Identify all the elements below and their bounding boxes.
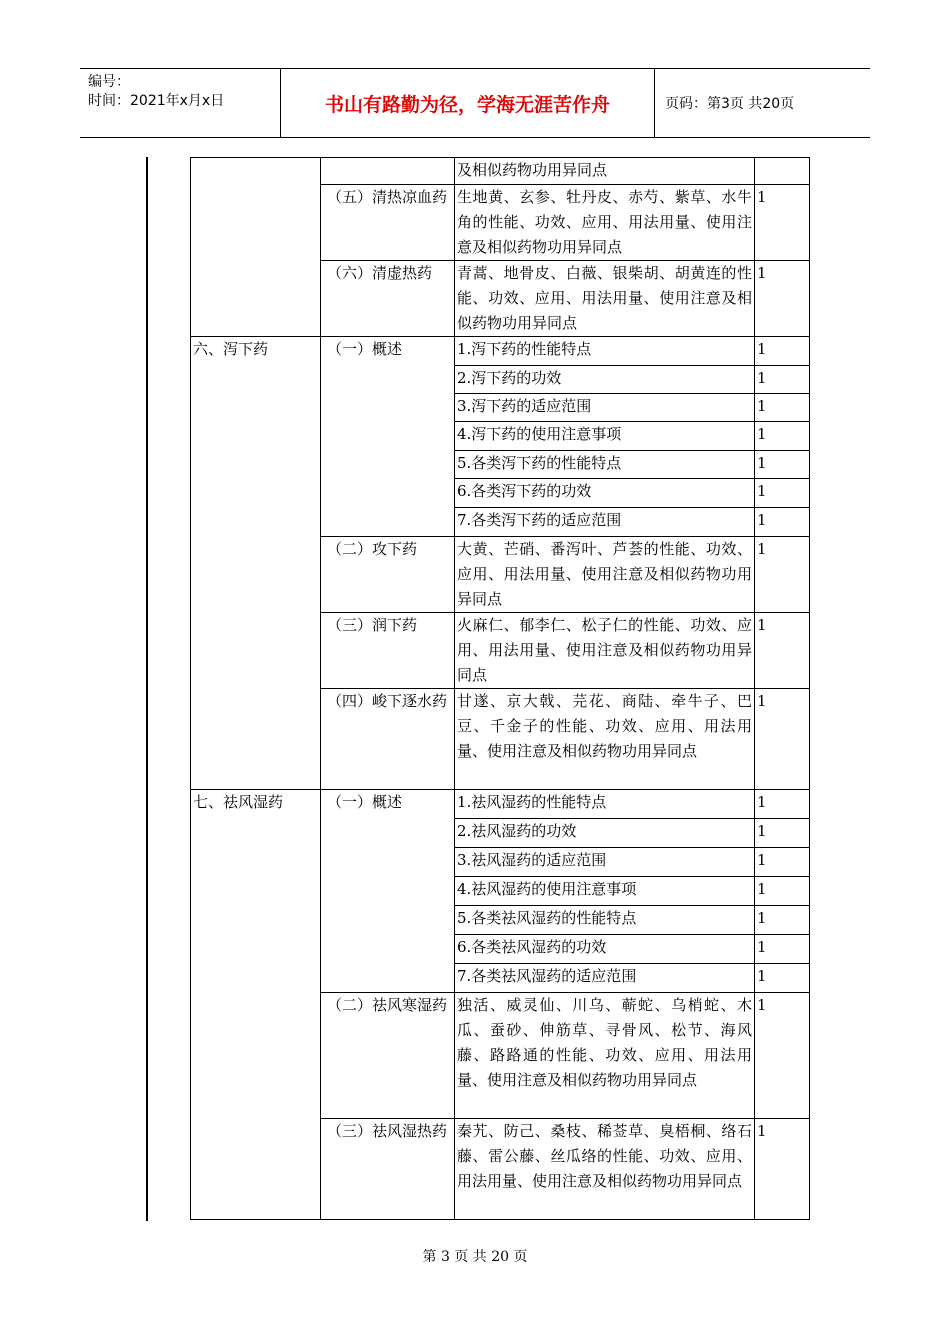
table-cell-c3: 甘遂、京大戟、芫花、商陆、牵牛子、巴豆、千金子的性能、功效、应用、用法用量、使用注意及相似药物功用异同点: [455, 689, 755, 790]
header-meta: [80, 69, 281, 137]
table-cell-c2: （三）祛风湿热药: [321, 1119, 455, 1220]
table-row: [191, 261, 810, 337]
table-cell-c3: 独活、威灵仙、川乌、蕲蛇、乌梢蛇、木瓜、蚕砂、伸筋草、寻骨风、松节、海风藤、路路通的性能、功效、应用、用法用量、使用注意及相似药物功用异同点: [455, 993, 755, 1119]
table-cell-c4: 1: [755, 185, 810, 261]
syllabus-table: [190, 157, 810, 1220]
table-cell-c1: 七、祛风湿药: [191, 790, 321, 819]
table-cell-c2: [321, 394, 455, 422]
table-cell-c2: [321, 964, 455, 993]
table-cell-c3: 4.祛风湿药的使用注意事项: [455, 877, 755, 906]
table-cell-c4: 1: [755, 1119, 810, 1220]
table-cell-c3: 2.泻下药的功效: [455, 366, 755, 394]
table-row: [191, 819, 810, 848]
table-row: [191, 877, 810, 906]
table-cell-c3: 及相似药物功用异同点: [455, 158, 755, 185]
table-cell-c2: [321, 848, 455, 877]
table-cell-c2: （二）攻下药: [321, 537, 455, 613]
table-row: [191, 935, 810, 964]
table-cell-c2: [321, 422, 455, 451]
table-cell-c2: [321, 935, 455, 964]
table-cell-c2: [321, 508, 455, 537]
table-cell-c4: 1: [755, 479, 810, 508]
table-cell-c4: 1: [755, 537, 810, 613]
table-cell-c1: [191, 479, 321, 508]
table-cell-c1: [191, 537, 321, 613]
table-cell-c4: [755, 158, 810, 185]
table-cell-c1: [191, 613, 321, 689]
table-cell-c2: （五）清热凉血药: [321, 185, 455, 261]
table-cell-c1: [191, 1119, 321, 1220]
left-margin-rule: [146, 157, 148, 1221]
table-cell-c4: 1: [755, 394, 810, 422]
table-row: [191, 479, 810, 508]
table-row: [191, 964, 810, 993]
table-cell-c2: [321, 877, 455, 906]
table-row: [191, 848, 810, 877]
table-cell-c3: 7.各类祛风湿药的适应范围: [455, 964, 755, 993]
table-cell-c3: 3.祛风湿药的适应范围: [455, 848, 755, 877]
table-cell-c4: 1: [755, 935, 810, 964]
table-row: [191, 337, 810, 366]
table-cell-c4: 1: [755, 451, 810, 479]
table-row: [191, 537, 810, 613]
table-cell-c1: [191, 261, 321, 337]
table-cell-c4: 1: [755, 689, 810, 790]
table-cell-c1: [191, 185, 321, 261]
table-cell-c4: 1: [755, 790, 810, 819]
table-cell-c4: 1: [755, 819, 810, 848]
table-cell-c3: 火麻仁、郁李仁、松子仁的性能、功效、应用、用法用量、使用注意及相似药物功用异同点: [455, 613, 755, 689]
table-cell-c2: （一）概述: [321, 790, 455, 819]
table-cell-c3: 1.泻下药的性能特点: [455, 337, 755, 366]
table-cell-c3: 7.各类泻下药的适应范围: [455, 508, 755, 537]
table-cell-c1: [191, 993, 321, 1119]
table-cell-c4: 1: [755, 337, 810, 366]
table-cell-c2: （六）清虚热药: [321, 261, 455, 337]
header-page-info: 页码：第3页 共20页: [665, 96, 795, 112]
table-cell-c1: [191, 935, 321, 964]
table-cell-c1: [191, 848, 321, 877]
table-row: [191, 790, 810, 819]
table-cell-c4: 1: [755, 508, 810, 537]
table-cell-c1: [191, 819, 321, 848]
table-cell-c1: [191, 877, 321, 906]
table-cell-c1: [191, 906, 321, 935]
table-cell-c2: [321, 819, 455, 848]
table-cell-c1: [191, 366, 321, 394]
table-cell-c2: （四）峻下逐水药: [321, 689, 455, 790]
table-cell-c1: [191, 394, 321, 422]
table-cell-c1: [191, 451, 321, 479]
table-cell-c2: [321, 451, 455, 479]
table-cell-c1: [191, 964, 321, 993]
document-date: 时间：2021年x月x日: [88, 93, 225, 109]
table-cell-c1: [191, 158, 321, 185]
table-cell-c3: 3.泻下药的适应范围: [455, 394, 755, 422]
table-cell-c3: 6.各类祛风湿药的功效: [455, 935, 755, 964]
table-row: [191, 1119, 810, 1220]
table-cell-c1: [191, 508, 321, 537]
table-row: [191, 366, 810, 394]
table-row: [191, 158, 810, 185]
table-cell-c3: 1.祛风湿药的性能特点: [455, 790, 755, 819]
table-cell-c2: （二）祛风寒湿药: [321, 993, 455, 1119]
table-cell-c4: 1: [755, 613, 810, 689]
document-number: 编号：: [88, 74, 130, 90]
table-row: [191, 993, 810, 1119]
table-cell-c3: 5.各类祛风湿药的性能特点: [455, 906, 755, 935]
table-cell-c4: 1: [755, 422, 810, 451]
table-cell-c2: [321, 158, 455, 185]
table-cell-c3: 5.各类泻下药的性能特点: [455, 451, 755, 479]
table-cell-c3: 大黄、芒硝、番泻叶、芦荟的性能、功效、应用、用法用量、使用注意及相似药物功用异同点: [455, 537, 755, 613]
table-row: [191, 394, 810, 422]
table-cell-c2: [321, 906, 455, 935]
table-cell-c4: 1: [755, 906, 810, 935]
table-cell-c2: [321, 479, 455, 508]
table-cell-c3: 青蒿、地骨皮、白薇、银柴胡、胡黄连的性能、功效、应用、用法用量、使用注意及相似药物功用异同点: [455, 261, 755, 337]
table-cell-c1: 六、泻下药: [191, 337, 321, 366]
table-cell-c2: （一）概述: [321, 337, 455, 366]
table-cell-c2: [321, 366, 455, 394]
table-row: [191, 451, 810, 479]
table-row: [191, 613, 810, 689]
table-row: [191, 422, 810, 451]
table-cell-c3: 秦艽、防己、桑枝、稀莶草、臭梧桐、络石藤、雷公藤、丝瓜络的性能、功效、应用、用法用量、使用注意及相似药物功用异同点: [455, 1119, 755, 1220]
page-footer: 第 3 页 共 20 页: [422, 1249, 528, 1265]
table-cell-c4: 1: [755, 848, 810, 877]
table-cell-c4: 1: [755, 366, 810, 394]
header-motto: 书山有路勤为径，学海无涯苦作舟: [281, 69, 655, 137]
table-cell-c2: （三）润下药: [321, 613, 455, 689]
table-row: [191, 689, 810, 790]
table-cell-c3: 6.各类泻下药的功效: [455, 479, 755, 508]
table-cell-c3: 生地黄、玄参、牡丹皮、赤芍、紫草、水牛角的性能、功效、应用、用法用量、使用注意及相似药物功用异同点: [455, 185, 755, 261]
table-cell-c4: 1: [755, 877, 810, 906]
table-cell-c3: 4.泻下药的使用注意事项: [455, 422, 755, 451]
table-cell-c1: [191, 689, 321, 790]
table-cell-c4: 1: [755, 261, 810, 337]
table-cell-c1: [191, 422, 321, 451]
table-row: [191, 508, 810, 537]
table-row: [191, 185, 810, 261]
table-cell-c4: 1: [755, 964, 810, 993]
table-cell-c4: 1: [755, 993, 810, 1119]
page-header: [80, 68, 870, 138]
table-cell-c3: 2.祛风湿药的功效: [455, 819, 755, 848]
table-row: [191, 906, 810, 935]
